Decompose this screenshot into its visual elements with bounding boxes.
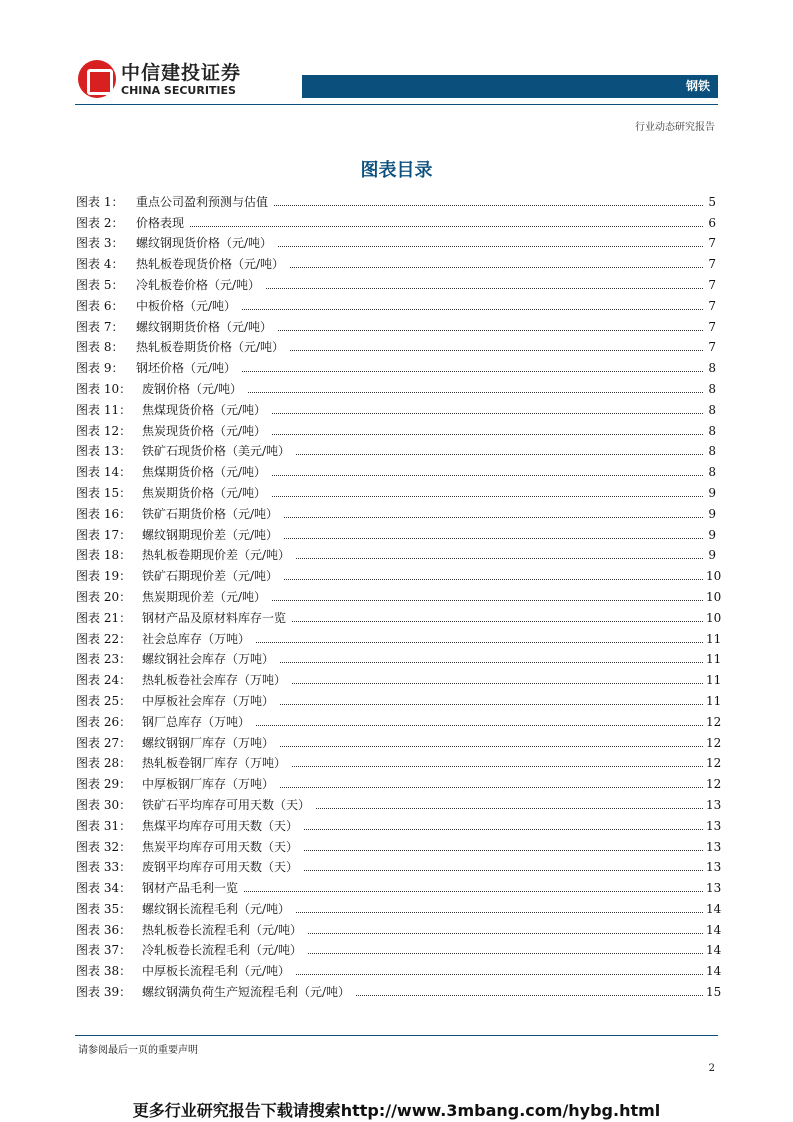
toc-title[interactable]: 铁矿石现货价格（美元/吨） bbox=[142, 444, 291, 459]
toc-title[interactable]: 热轧板卷钢厂库存（万吨） bbox=[142, 756, 287, 771]
toc-page: 8 bbox=[708, 444, 716, 459]
toc-title[interactable]: 热轧板卷长流程毛利（元/吨） bbox=[142, 922, 303, 937]
toc-page: 6 bbox=[708, 215, 716, 230]
toc-entry[interactable] bbox=[76, 314, 716, 335]
toc-entry[interactable] bbox=[76, 875, 722, 896]
toc-page: 9 bbox=[708, 485, 716, 500]
toc-title[interactable]: 螺纹钢期现价差（元/吨） bbox=[142, 527, 279, 542]
toc-title[interactable]: 废钢价格（元/吨） bbox=[142, 381, 243, 396]
logo-icon bbox=[78, 60, 116, 98]
toc-page: 12 bbox=[706, 756, 722, 771]
toc-label: 图表 23： bbox=[76, 652, 132, 667]
toc-label: 图表 16： bbox=[76, 506, 132, 521]
toc-page: 11 bbox=[706, 693, 722, 708]
toc-entry[interactable] bbox=[76, 439, 716, 460]
toc-entry[interactable] bbox=[76, 688, 722, 709]
toc-entry[interactable] bbox=[76, 917, 722, 938]
toc-title[interactable]: 钢坯价格（元/吨） bbox=[136, 361, 237, 376]
toc-page: 7 bbox=[708, 257, 716, 272]
toc-title[interactable]: 钢材产品毛利一览 bbox=[142, 881, 239, 896]
toc-entry[interactable] bbox=[76, 293, 716, 314]
toc-entry[interactable] bbox=[76, 376, 716, 397]
toc-entry[interactable] bbox=[76, 792, 722, 813]
toc-page: 9 bbox=[708, 548, 716, 563]
toc-page: 8 bbox=[708, 465, 716, 480]
toc-title[interactable]: 螺纹钢社会库存（万吨） bbox=[142, 652, 275, 667]
toc-title[interactable]: 焦煤平均库存可用天数（天） bbox=[142, 818, 299, 833]
toc-title[interactable]: 铁矿石期货价格（元/吨） bbox=[142, 506, 279, 521]
toc-page: 13 bbox=[706, 860, 722, 875]
toc-title[interactable]: 热轧板卷期现价差（元/吨） bbox=[142, 548, 291, 563]
logo-en: CHINA SECURITIES bbox=[121, 83, 236, 97]
toc-label: 图表 34： bbox=[76, 881, 132, 896]
toc-title[interactable]: 螺纹钢现货价格（元/吨） bbox=[136, 236, 273, 251]
toc-page: 8 bbox=[708, 423, 716, 438]
dot-leader bbox=[190, 226, 703, 227]
dot-leader bbox=[290, 267, 703, 268]
toc-title[interactable]: 螺纹钢长流程毛利（元/吨） bbox=[142, 901, 291, 916]
toc-label: 图表 19： bbox=[76, 569, 132, 584]
toc-page: 12 bbox=[706, 777, 722, 792]
toc-title[interactable]: 钢材产品及原材料库存一览 bbox=[142, 610, 287, 625]
toc-entry[interactable] bbox=[76, 834, 722, 855]
dot-leader bbox=[304, 850, 703, 851]
dot-leader bbox=[272, 496, 703, 497]
toc-title[interactable]: 螺纹钢期货价格（元/吨） bbox=[136, 319, 273, 334]
toc-label: 图表 15： bbox=[76, 485, 132, 500]
dot-leader bbox=[244, 891, 703, 892]
toc-title[interactable]: 中厚板长流程毛利（元/吨） bbox=[142, 964, 291, 979]
toc-title[interactable]: 焦煤期货价格（元/吨） bbox=[142, 465, 267, 480]
toc-entry[interactable] bbox=[76, 189, 716, 210]
toc-label: 图表 27： bbox=[76, 735, 132, 750]
toc-page: 12 bbox=[706, 714, 722, 729]
toc-label: 图表 6： bbox=[76, 298, 124, 313]
dot-leader bbox=[280, 704, 703, 705]
toc-page: 13 bbox=[706, 797, 722, 812]
toc-entry[interactable] bbox=[76, 626, 722, 647]
toc-page: 13 bbox=[706, 818, 722, 833]
dot-leader bbox=[296, 912, 703, 913]
dot-leader bbox=[266, 288, 703, 289]
toc-label: 图表 35： bbox=[76, 901, 132, 916]
toc-title[interactable]: 冷轧板卷价格（元/吨） bbox=[136, 277, 261, 292]
toc-page: 13 bbox=[706, 839, 722, 854]
toc-entry[interactable] bbox=[76, 938, 722, 959]
dot-leader bbox=[280, 787, 703, 788]
toc-entry[interactable] bbox=[76, 751, 722, 772]
toc-label: 图表 3： bbox=[76, 236, 124, 251]
toc-label: 图表 8： bbox=[76, 340, 124, 355]
toc-title[interactable]: 热轧板卷现货价格（元/吨） bbox=[136, 257, 285, 272]
toc-page: 7 bbox=[708, 319, 716, 334]
toc-entry[interactable] bbox=[76, 958, 722, 979]
toc-label: 图表 17： bbox=[76, 527, 132, 542]
toc-page: 10 bbox=[706, 610, 722, 625]
toc-label: 图表 37： bbox=[76, 943, 132, 958]
toc-page: 9 bbox=[708, 506, 716, 521]
toc-entry[interactable] bbox=[76, 730, 722, 751]
toc-entry[interactable] bbox=[76, 418, 716, 439]
dot-leader bbox=[272, 413, 703, 414]
toc-page: 10 bbox=[706, 569, 722, 584]
toc-entry[interactable] bbox=[76, 251, 716, 272]
dot-leader bbox=[256, 725, 703, 726]
toc-page: 9 bbox=[708, 527, 716, 542]
dot-leader bbox=[296, 558, 703, 559]
toc-label: 图表 28： bbox=[76, 756, 132, 771]
company-logo bbox=[78, 60, 241, 98]
toc-page: 11 bbox=[706, 631, 722, 646]
toc-label: 图表 31： bbox=[76, 818, 132, 833]
toc-entry[interactable] bbox=[76, 480, 716, 501]
toc-label: 图表 30： bbox=[76, 797, 132, 812]
dot-leader bbox=[242, 371, 703, 372]
toc-title[interactable]: 重点公司盈利预测与估值 bbox=[136, 194, 269, 209]
toc-label: 图表 29： bbox=[76, 777, 132, 792]
dot-leader bbox=[308, 933, 703, 934]
toc-page: 7 bbox=[708, 236, 716, 251]
toc-title[interactable]: 价格表现 bbox=[136, 215, 185, 230]
toc-label: 图表 22： bbox=[76, 631, 132, 646]
toc-label: 图表 9： bbox=[76, 361, 124, 376]
toc-label: 图表 14： bbox=[76, 465, 132, 480]
footer-divider bbox=[75, 1035, 718, 1036]
toc-title[interactable]: 焦炭现货价格（元/吨） bbox=[142, 423, 267, 438]
toc-page: 13 bbox=[706, 881, 722, 896]
toc-entry[interactable] bbox=[76, 335, 716, 356]
dot-leader bbox=[272, 600, 703, 601]
dot-leader bbox=[290, 350, 703, 351]
dot-leader bbox=[248, 392, 703, 393]
dot-leader bbox=[296, 454, 703, 455]
toc-title[interactable]: 中板价格（元/吨） bbox=[136, 298, 237, 313]
toc-page: 11 bbox=[706, 652, 722, 667]
toc-title[interactable]: 中厚板社会库存（万吨） bbox=[142, 693, 275, 708]
toc-entry[interactable] bbox=[76, 272, 716, 293]
toc-label: 图表 21： bbox=[76, 610, 132, 625]
toc-page: 12 bbox=[706, 735, 722, 750]
report-type: 行业动态研究报告 bbox=[635, 122, 715, 133]
toc-entry[interactable] bbox=[76, 896, 722, 917]
table-of-figures bbox=[76, 189, 722, 1000]
dot-leader bbox=[304, 829, 703, 830]
toc-label: 图表 24： bbox=[76, 673, 132, 688]
toc-title[interactable]: 热轧板卷期货价格（元/吨） bbox=[136, 340, 285, 355]
toc-label: 图表 33： bbox=[76, 860, 132, 875]
dot-leader bbox=[296, 974, 703, 975]
toc-title[interactable]: 钢厂总库存（万吨） bbox=[142, 714, 251, 729]
toc-label: 图表 18： bbox=[76, 548, 132, 563]
page-title: 图表目录 bbox=[360, 160, 433, 181]
dot-leader bbox=[316, 808, 703, 809]
dot-leader bbox=[308, 953, 703, 954]
toc-page: 7 bbox=[708, 277, 716, 292]
toc-title[interactable]: 焦炭平均库存可用天数（天） bbox=[142, 839, 299, 854]
toc-page: 11 bbox=[706, 673, 722, 688]
toc-page: 14 bbox=[706, 922, 722, 937]
toc-label: 图表 38： bbox=[76, 964, 132, 979]
toc-entry[interactable] bbox=[76, 667, 722, 688]
toc-page: 7 bbox=[708, 340, 716, 355]
toc-page: 14 bbox=[706, 943, 722, 958]
dot-leader bbox=[272, 475, 703, 476]
toc-title[interactable]: 中厚板钢厂库存（万吨） bbox=[142, 777, 275, 792]
toc-page: 15 bbox=[706, 985, 722, 1000]
toc-entry[interactable] bbox=[76, 647, 722, 668]
toc-title[interactable]: 螺纹钢满负荷生产短流程毛利（元/吨） bbox=[142, 985, 351, 1000]
dot-leader bbox=[292, 766, 703, 767]
toc-entry[interactable] bbox=[76, 563, 722, 584]
dot-leader bbox=[292, 683, 703, 684]
toc-entry[interactable] bbox=[76, 501, 716, 522]
toc-entry[interactable] bbox=[76, 210, 716, 231]
toc-entry[interactable] bbox=[76, 855, 722, 876]
toc-label: 图表 25： bbox=[76, 693, 132, 708]
logo-cn: 中信建投证券 bbox=[121, 61, 242, 84]
toc-entry[interactable] bbox=[76, 231, 716, 252]
toc-title[interactable]: 冷轧板卷长流程毛利（元/吨） bbox=[142, 943, 303, 958]
toc-page: 5 bbox=[708, 194, 716, 209]
toc-label: 图表 1： bbox=[76, 194, 124, 209]
toc-page: 14 bbox=[706, 901, 722, 916]
toc-title[interactable]: 螺纹钢钢厂库存（万吨） bbox=[142, 735, 275, 750]
toc-title[interactable]: 热轧板卷社会库存（万吨） bbox=[142, 673, 287, 688]
disclaimer-note: 请参阅最后一页的重要声明 bbox=[78, 1045, 198, 1056]
toc-label: 图表 39： bbox=[76, 985, 132, 1000]
toc-label: 图表 12： bbox=[76, 423, 132, 438]
toc-title[interactable]: 铁矿石平均库存可用天数（天） bbox=[142, 797, 311, 812]
toc-page: 8 bbox=[708, 402, 716, 417]
toc-entry[interactable] bbox=[76, 584, 722, 605]
toc-label: 图表 11： bbox=[76, 402, 132, 417]
toc-label: 图表 26： bbox=[76, 714, 132, 729]
header-divider bbox=[75, 104, 718, 105]
toc-entry[interactable] bbox=[76, 979, 722, 1000]
toc-entry[interactable] bbox=[76, 355, 716, 376]
toc-entry[interactable] bbox=[76, 459, 716, 480]
dot-leader bbox=[256, 642, 703, 643]
toc-entry[interactable] bbox=[76, 543, 716, 564]
toc-label: 图表 2： bbox=[76, 215, 124, 230]
dot-leader bbox=[278, 330, 703, 331]
download-banner[interactable]: 更多行业研究报告下载请搜索http://www.3mbang.com/hybg.html bbox=[132, 1101, 661, 1120]
toc-title[interactable]: 焦炭期现价差（元/吨） bbox=[142, 589, 267, 604]
toc-label: 图表 7： bbox=[76, 319, 124, 334]
toc-label: 图表 36： bbox=[76, 922, 132, 937]
toc-page: 14 bbox=[706, 964, 722, 979]
toc-entry[interactable] bbox=[76, 813, 722, 834]
toc-title[interactable]: 铁矿石期现价差（元/吨） bbox=[142, 569, 279, 584]
dot-leader bbox=[284, 517, 703, 518]
toc-page: 7 bbox=[708, 298, 716, 313]
dot-leader bbox=[272, 434, 703, 435]
toc-title[interactable]: 焦煤现货价格（元/吨） bbox=[142, 402, 267, 417]
dot-leader bbox=[292, 621, 703, 622]
toc-label: 图表 13： bbox=[76, 444, 132, 459]
toc-label: 图表 4： bbox=[76, 257, 124, 272]
toc-entry[interactable] bbox=[76, 771, 722, 792]
toc-page: 10 bbox=[706, 589, 722, 604]
toc-entry[interactable] bbox=[76, 397, 716, 418]
page-number: 2 bbox=[708, 1063, 715, 1074]
dot-leader bbox=[242, 309, 703, 310]
dot-leader bbox=[284, 538, 703, 539]
toc-label: 图表 5： bbox=[76, 277, 124, 292]
dot-leader bbox=[304, 870, 703, 871]
sector-bar: 钢铁 bbox=[302, 75, 718, 98]
toc-page: 8 bbox=[708, 381, 716, 396]
toc-entry[interactable] bbox=[76, 522, 716, 543]
dot-leader bbox=[356, 995, 703, 996]
toc-label: 图表 10： bbox=[76, 381, 132, 396]
toc-entry[interactable] bbox=[76, 605, 722, 626]
dot-leader bbox=[280, 662, 703, 663]
dot-leader bbox=[284, 579, 703, 580]
toc-page: 8 bbox=[708, 361, 716, 376]
toc-title[interactable]: 焦炭期货价格（元/吨） bbox=[142, 485, 267, 500]
toc-title[interactable]: 社会总库存（万吨） bbox=[142, 631, 251, 646]
dot-leader bbox=[274, 205, 703, 206]
toc-title[interactable]: 废钢平均库存可用天数（天） bbox=[142, 860, 299, 875]
toc-label: 图表 20： bbox=[76, 589, 132, 604]
toc-label: 图表 32： bbox=[76, 839, 132, 854]
dot-leader bbox=[278, 246, 703, 247]
toc-entry[interactable] bbox=[76, 709, 722, 730]
dot-leader bbox=[280, 746, 703, 747]
